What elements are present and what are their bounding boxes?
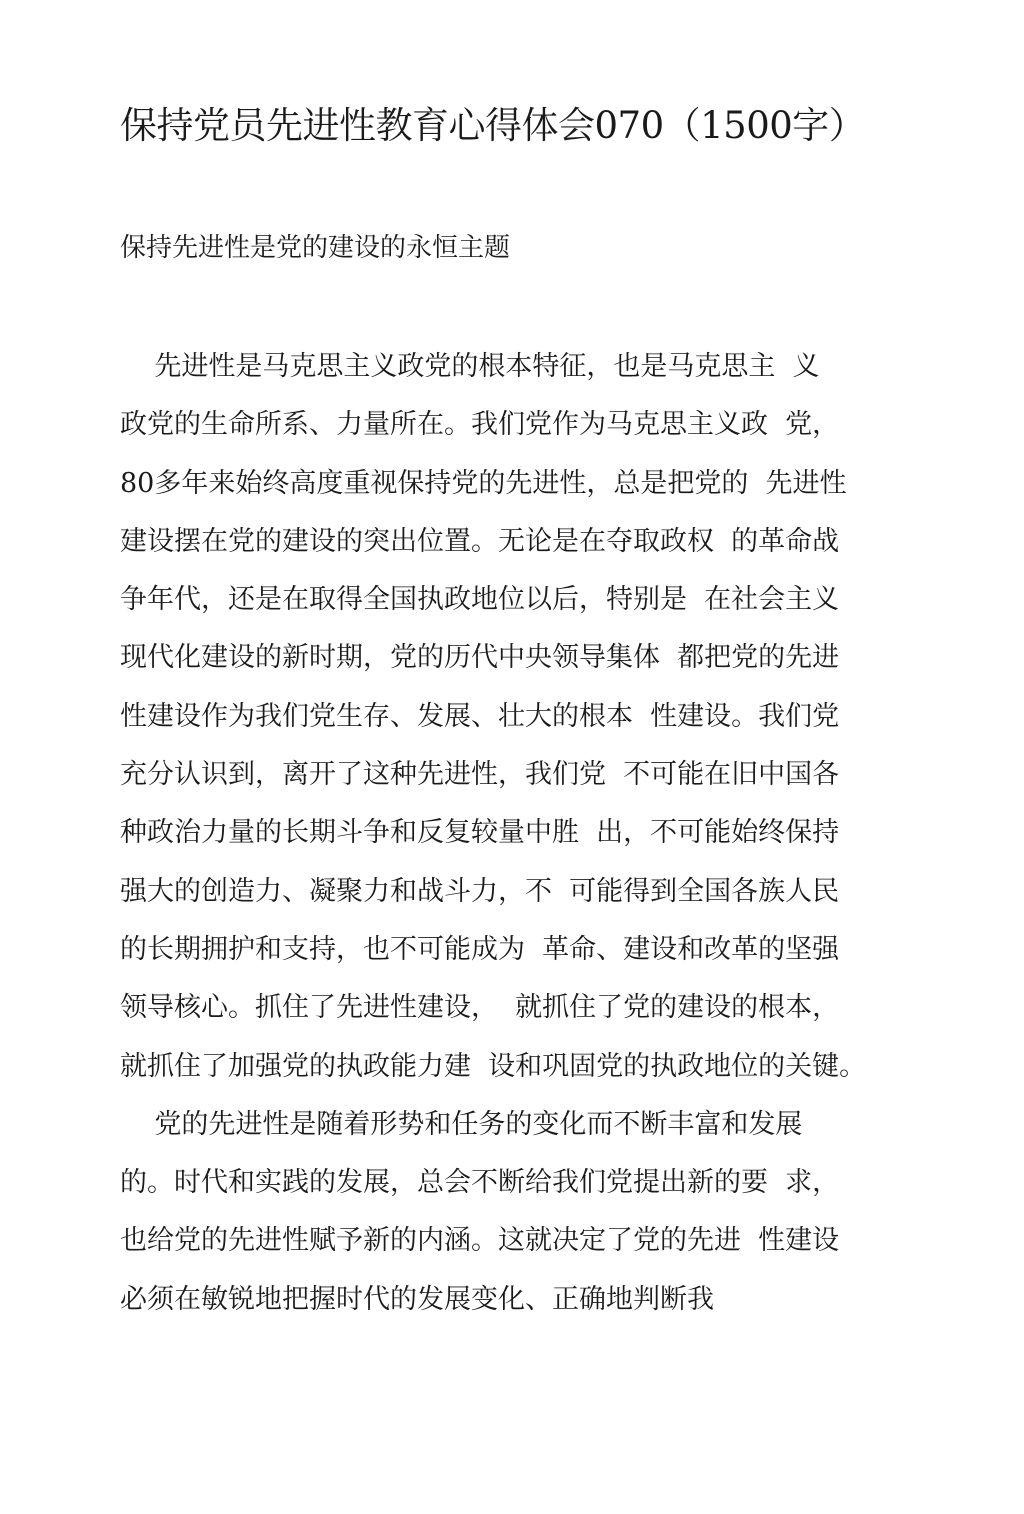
body-line: 争年代，还是在取得全国执政地位以后，特别是 在社会主义 [120,584,840,616]
body-line: 充分认识到，离开了这种先进性，我们党 不可能在旧中国各 [120,759,840,791]
body-line: 政党的生命所系、力量所在。我们党作为马克思主义政 党， [120,409,840,441]
document-title: 保持党员先进性教育心得体会070（1500字） [120,104,866,147]
body-line: 的。时代和实践的发展，总会不断给我们党提出新的要 求， [120,1167,840,1199]
body-line: 性建设作为我们党生存、发展、壮大的根本 性建设。我们党 [120,700,840,732]
body-line: 必须在敏锐地把握时代的发展变化、正确地判断我 [120,1283,714,1315]
body-line: 领导核心。抓住了先进性建设， 就抓住了党的建设的根本， [120,992,840,1024]
body-line: 强大的创造力、凝聚力和战斗力，不 可能得到全国各族人民 [120,875,840,907]
body-line: 80多年来始终高度重视保持党的先进性，总是把党的 先进性 [120,467,847,499]
body-line: 建设摆在党的建设的突出位置。无论是在夺取政权 的革命战 [120,525,840,557]
body-line: 就抓住了加强党的执政能力建 设和巩固党的执政地位的关键。 [120,1050,867,1082]
body-line: 种政治力量的长期斗争和反复较量中胜 出，不可能始终保持 [120,817,840,849]
document-subtitle: 保持先进性是党的建设的永恒主题 [120,233,511,263]
body-line: 也给党的先进性赋予新的内涵。这就决定了党的先进 性建设 [120,1225,840,1257]
document-body [120,338,920,1329]
body-line: 党的先进性是随着形势和任务的变化而不断丰富和发展 [120,1108,803,1140]
body-line: 的长期拥护和支持，也不可能成为 革命、建设和改革的坚强 [120,933,840,965]
body-line: 现代化建设的新时期，党的历代中央领导集体 都把党的先进 [120,642,840,674]
body-line: 先进性是马克思主义政党的根本特征，也是马克思主 义 [120,351,820,382]
